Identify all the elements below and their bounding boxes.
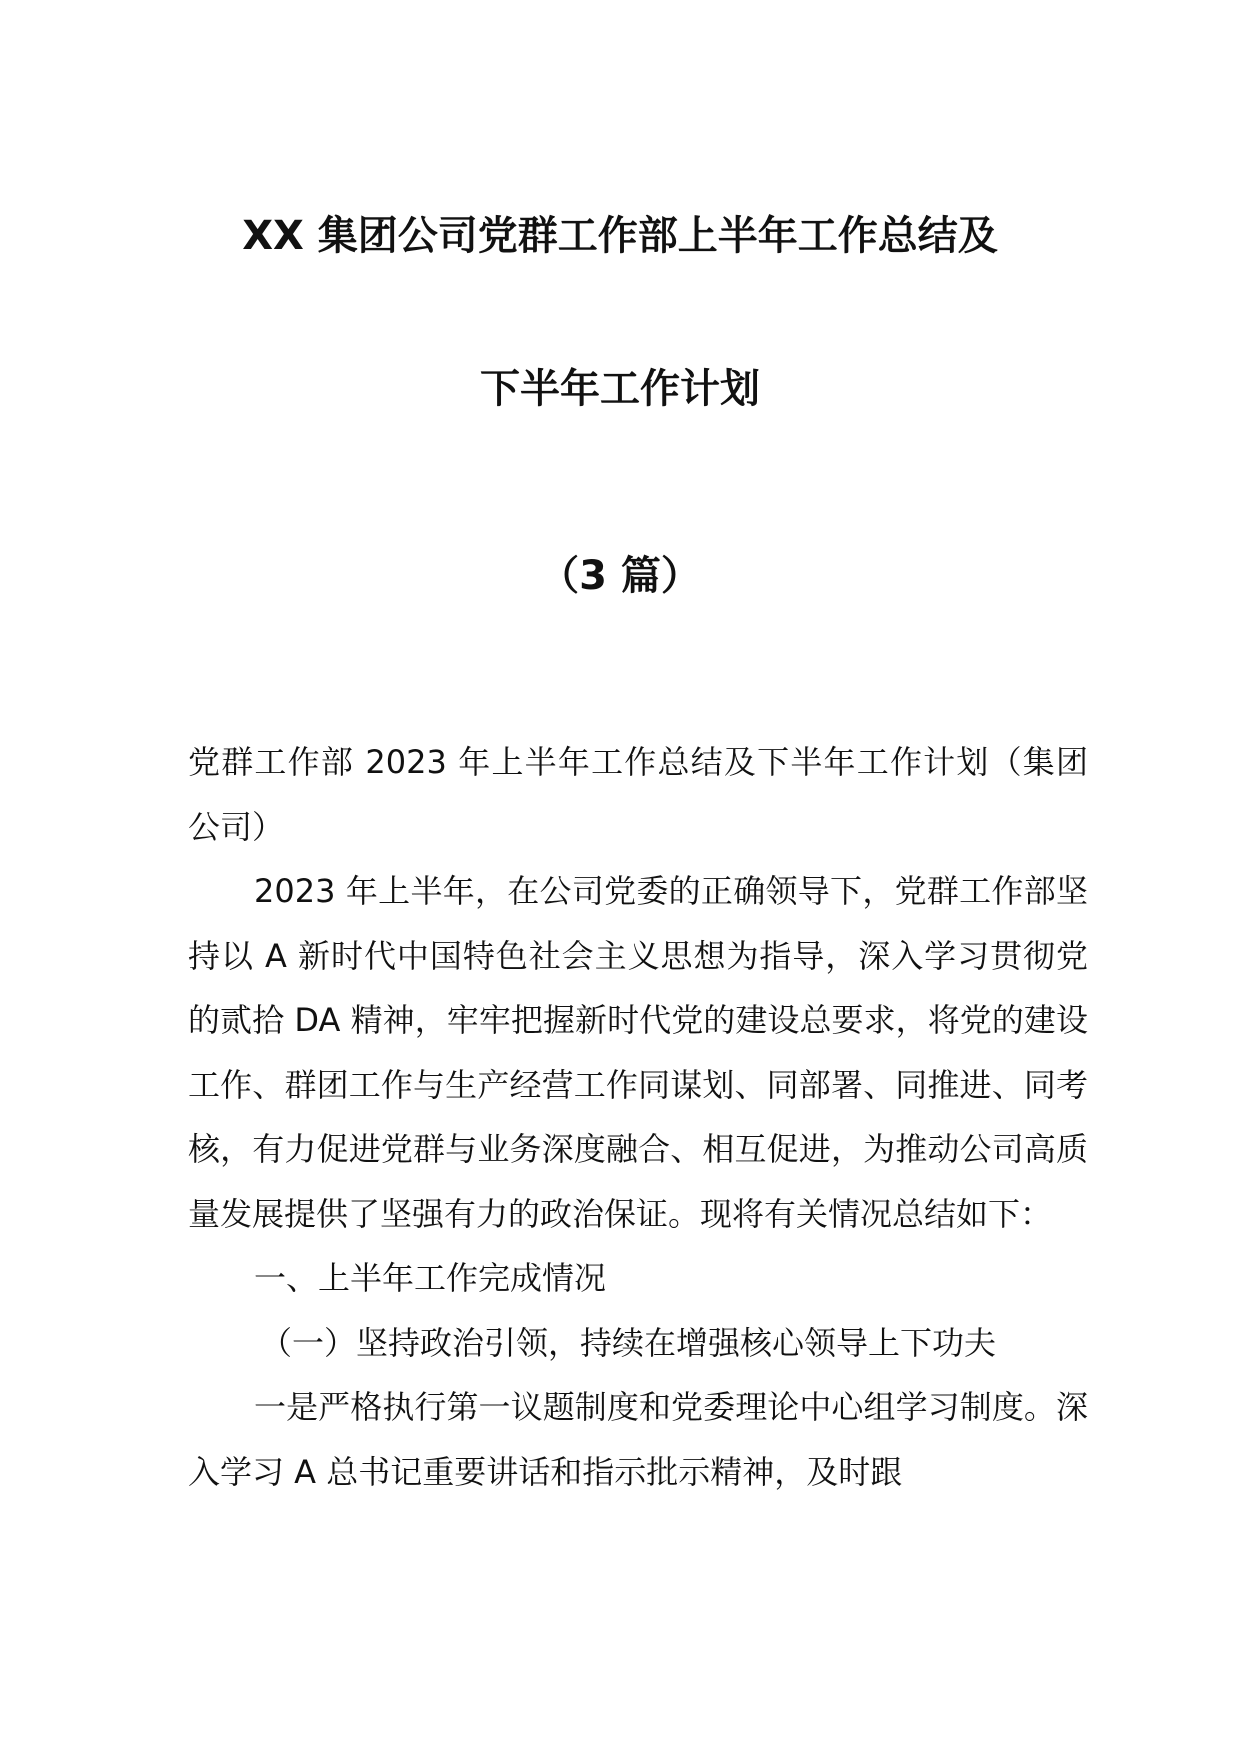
- section-subtitle: 党群工作部 2023 年上半年工作总结及下半年工作计划（集团公司）: [188, 743, 1088, 846]
- section-heading-2: （一）坚持政治引领，持续在增强核心领导上下功夫: [260, 1323, 997, 1362]
- document-title-count: （3 篇）: [539, 553, 701, 599]
- document-title-line-1: XX 集团公司党群工作部上半年工作总结及: [242, 213, 998, 259]
- body-paragraph: 一是严格执行第一议题制度和党委理论中心组学习制度。深入学习 A 总书记重要讲话和指示批示精神，及时跟: [188, 1388, 1088, 1491]
- intro-paragraph: 2023 年上半年，在公司党委的正确领导下，党群工作部坚持以 A 新时代中国特色社会主义思想为指导，深入学习贯彻党的贰拾 DA 精神，牢牢把握新时代党的建设总要求，将党的建设工作、群团工作与生产经营工作同谋划、同部署、同推进、同考核，有力促进党群与业务深度融合、相互促进，为推动公司高质量发展提供了坚强有力的政治保证。现将有关情况总结如下：: [188, 872, 1088, 1233]
- document-title-line-2: 下半年工作计划: [480, 366, 760, 412]
- document-body: [188, 730, 1088, 1504]
- section-heading-1: 一、上半年工作完成情况: [254, 1259, 607, 1297]
